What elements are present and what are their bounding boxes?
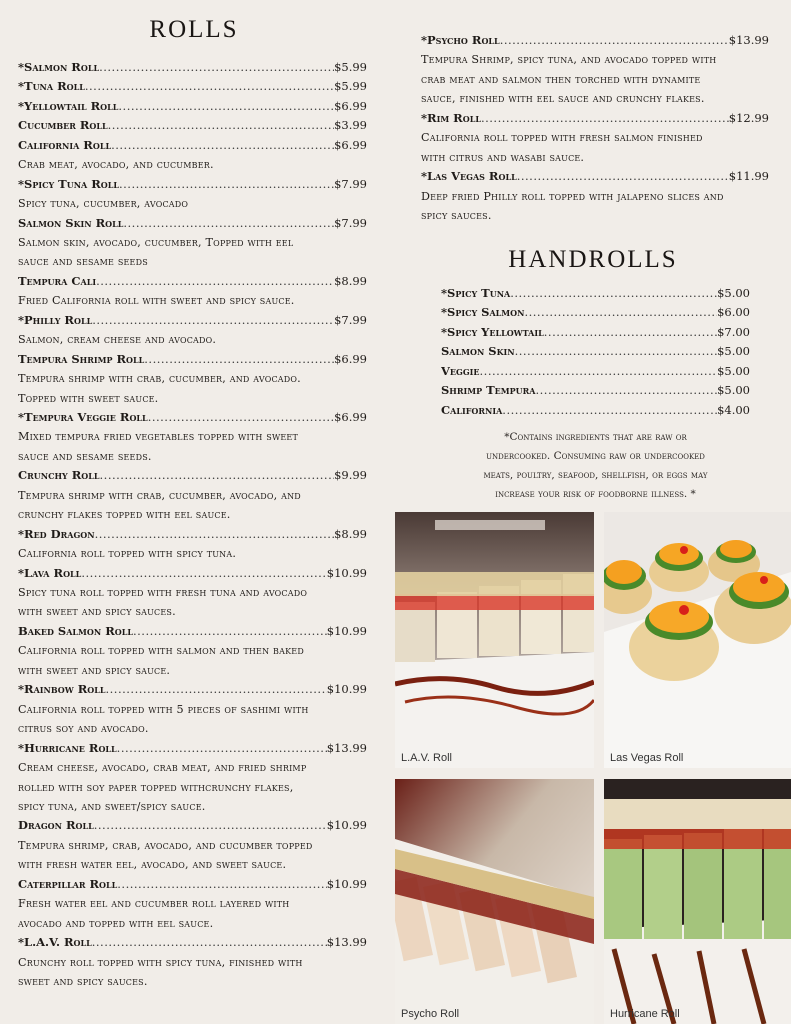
menu-item-yellowtail-roll [18,97,367,116]
menu-item-description: Fresh water eel and cucumber roll layered with [18,897,290,911]
menu-item-price: $5.00 [717,344,750,359]
menu-item-las-vegas-roll [421,167,769,186]
menu-item-name: *Tempura Veggie Roll [18,410,148,424]
hurricane-roll-image [604,779,791,1024]
menu-item-price: $7.00 [717,324,750,339]
disclaimer-line: meats, poultry, seafood, shellfish, or eggs may [483,469,708,481]
menu-item-name: *Psycho Roll [421,33,500,47]
menu-item-rainbow-roll [18,680,367,699]
dot-leader [105,680,326,699]
menu-item-baked-salmon-roll [18,622,367,641]
menu-item-price: $7.99 [334,312,367,327]
menu-item-description: Topped with sweet sauce. [18,391,159,405]
menu-item-description: crab meat and salmon then torched with dynamite [421,72,701,86]
dot-leader [94,816,327,835]
dot-leader [117,739,327,758]
menu-item-price: $13.99 [728,33,769,47]
menu-item-name: Crunchy Roll [18,468,100,483]
menu-item-description: Tempura Shrimp, spicy tuna, and avocado topped with [421,53,717,67]
menu-item-description: with sweet and spicy sauce. [18,663,171,677]
menu-item-price: $13.99 [326,740,367,755]
dot-leader [544,323,717,342]
menu-item-description: California roll topped with fresh salmon finished [421,131,703,145]
menu-item-description: Tempura shrimp with crab, cucumber, and avocado. [18,372,301,386]
dot-leader [95,525,335,544]
menu-item-description: avocado and topped with eel sauce. [18,916,214,930]
menu-item-spicy-yellowtail [441,323,750,342]
menu-item-name: *Philly Roll [18,312,93,327]
menu-item-price: $10.99 [326,565,367,580]
rolls-list [18,58,367,991]
menu-item-price: $13.99 [326,935,367,950]
dot-leader [481,109,729,128]
menu-item-description: rolled with soy paper topped withcrunchy flakes, [18,780,294,794]
menu-item-price: $3.99 [334,118,367,133]
menu-item-description: sauce and sesame seeds [18,255,148,269]
menu-item-description: crunchy flakes topped with eel sauce. [18,508,231,522]
menu-item-name: Salmon Skin [441,344,515,359]
dot-leader [500,31,729,50]
menu-item-description: Mixed tempura fried vegetables topped with sweet [18,430,299,444]
menu-item-price: $5.00 [717,383,750,398]
menu-item-name: *L.A.V. Roll [18,935,92,950]
dot-leader [99,58,334,77]
menu-item-psycho-roll [421,31,769,50]
menu-item-price: $10.99 [326,623,367,638]
menu-item-philly-roll [18,311,367,330]
dot-leader [144,350,334,369]
menu-item-name: Salmon Skin Roll [18,215,124,230]
disclaimer-line: *Contains ingredients that are raw or [504,431,687,443]
dot-leader [117,875,326,894]
menu-item-description: Spicy tuna roll topped with fresh tuna and avocado [18,586,308,600]
menu-item-description: Tempura shrimp with crab, cucumber, avocado, and [18,488,301,502]
menu-item-california [441,401,750,420]
dot-leader [515,342,717,361]
menu-item-description: California roll topped with spicy tuna. [18,547,237,561]
menu-item-price: $6.99 [334,98,367,113]
menu-item-spicy-salmon [441,303,750,322]
menu-item-price: $5.00 [717,286,750,300]
menu-item-name: *Spicy Yellowtail [441,324,544,339]
menu-item-tempura-veggie-roll [18,408,367,427]
menu-item-description: California roll topped with 5 pieces of sashimi with [18,702,309,716]
menu-item-lava-roll [18,564,367,583]
dot-leader [133,622,327,641]
psycho-roll-image [395,779,594,1024]
menu-item-name: Veggie [441,363,480,378]
lav-roll-caption: L.A.V. Roll [401,752,452,764]
dot-leader [85,77,334,96]
menu-item-california-roll [18,136,367,155]
menu-item-veggie [441,362,750,381]
menu-item-description: sweet and spicy sauces. [18,974,148,988]
dot-leader [148,408,334,427]
menu-item-price: $5.99 [334,79,367,94]
menu-item-name: *Spicy Tuna Roll [18,176,119,191]
menu-item-name: Caterpillar Roll [18,876,118,891]
hurricane-roll-photo [604,779,791,1024]
menu-item-description: Salmon skin, avocado, cucumber, Topped with eel [18,235,294,249]
dot-leader [96,272,334,291]
menu-item-name: Tempura Cali [18,273,97,288]
menu-item-name: *Tuna Roll [18,79,85,94]
dot-leader [524,303,717,322]
menu-item-description: California roll topped with salmon and then baked [18,644,304,658]
menu-item-price: $10.99 [326,876,367,891]
menu-item-description: Spicy tuna, cucumber, avocado [18,197,189,211]
menu-item-tuna-roll [18,77,367,96]
dot-leader [119,175,334,194]
menu-item-shrimp-tempura [441,381,750,400]
menu-item-price: $6.99 [334,351,367,366]
menu-item-price: $8.99 [334,273,367,288]
dot-leader [123,214,334,233]
menu-item-price: $10.99 [326,818,367,833]
menu-item-name: *Yellowtail Roll [18,98,119,113]
menu-item-rim-roll [421,109,769,128]
menu-item-tempura-cali [18,272,367,291]
menu-item-price: $8.99 [334,526,367,541]
menu-item-description: Fried California roll with sweet and spicy sauce. [18,294,295,308]
menu-item-name: *Spicy Salmon [441,305,525,320]
las-vegas-roll-image [604,512,791,768]
menu-item-price: $12.99 [728,110,769,125]
dot-leader [92,933,327,952]
menu-item-name: Tempura Shrimp Roll [18,351,145,366]
psycho-roll-photo [395,779,594,1024]
menu-item-price: $7.99 [334,176,367,191]
dot-leader [81,564,326,583]
disclaimer-line: increase your risk of foodborne illness. * [495,488,696,500]
menu-item-price: $10.99 [326,682,367,697]
menu-item-tempura-shrimp-roll [18,350,367,369]
menu-item-name: *Rainbow Roll [18,682,106,697]
menu-item-cucumber-roll [18,116,367,135]
dot-leader [108,116,334,135]
menu-item-name: *Las Vegas Roll [421,169,517,184]
dot-leader [510,284,717,303]
dot-leader [517,167,729,186]
menu-item-name: *Rim Roll [421,110,481,125]
raw-food-disclaimer [441,428,750,504]
menu-item-description: spicy sauces. [421,209,492,223]
dot-leader [100,466,335,485]
menu-item-name: California Roll [18,137,112,152]
menu-item-caterpillar-roll [18,875,367,894]
hurricane-roll-caption: Hurricane Roll [610,1008,680,1020]
menu-item-price: $11.99 [728,169,769,184]
menu-item-description: Crunchy roll topped with spicy tuna, finished with [18,955,303,969]
menu-item-name: Dragon Roll [18,818,94,833]
menu-item-name: Baked Salmon Roll [18,623,133,638]
menu-item-name: *Hurricane Roll [18,740,117,755]
las-vegas-roll-photo [604,512,791,768]
menu-item-salmon-skin [441,342,750,361]
menu-item-name: *Red Dragon [18,526,95,541]
menu-item-description: sauce, finished with eel sauce and crunchy flakes. [421,92,705,106]
menu-item-description: Cream cheese, avocado, crab meat, and fried shrimp [18,761,307,775]
lav-roll-image [395,512,594,768]
menu-item-spicy-tuna-roll [18,175,367,194]
dot-leader [118,97,334,116]
menu-item-name: *Lava Roll [18,565,82,580]
menu-item-description: spicy tuna, and sweet/spicy sauce. [18,799,206,813]
las-vegas-roll-caption: Las Vegas Roll [610,752,684,764]
dot-leader [480,362,718,381]
menu-item-description: with sweet and spicy sauces. [18,605,176,619]
lav-roll-photo [395,512,594,768]
menu-item-salmon-roll [18,58,367,77]
menu-item-name: *Salmon Roll [18,60,100,74]
psycho-roll-caption: Psycho Roll [401,1008,460,1020]
menu-item-description: sauce and sesame seeds. [18,449,152,463]
dot-leader [502,401,717,420]
menu-item-crunchy-roll [18,466,367,485]
menu-item-name: Cucumber Roll [18,118,108,133]
menu-item-description: Deep fried Philly roll topped with jalapeno slices and [421,189,724,203]
menu-item-name: Shrimp Tempura [441,383,536,398]
menu-item-price: $5.99 [334,60,367,74]
menu-item-description: with citrus and wasabi sauce. [421,150,585,164]
menu-item-red-dragon [18,525,367,544]
disclaimer-line: undercooked. Consuming raw or undercooked [486,450,705,462]
menu-item-description: with fresh water eel, avocado, and sweet sauce. [18,858,287,872]
menu-item-price: $7.99 [334,215,367,230]
menu-item-salmon-skin-roll [18,214,367,233]
dot-leader [111,136,334,155]
rolls-list-continued [421,31,769,225]
menu-item-spicy-tuna [441,284,750,303]
menu-item-price: $6.00 [717,305,750,320]
menu-item-price: $4.00 [717,402,750,417]
handrolls-list [441,284,750,420]
rolls-heading: ROLLS [149,16,239,43]
menu-item-price: $6.99 [334,410,367,424]
menu-item-description: Tempura shrimp, crab, avocado, and cucumber topped [18,838,313,852]
menu-item-description: citrus soy and avocado. [18,722,149,736]
menu-item-dragon-roll [18,816,367,835]
menu-item-price: $5.00 [717,363,750,378]
menu-item-description: Salmon, cream cheese and avocado. [18,333,217,347]
menu-item-price: $9.99 [334,468,367,483]
menu-item-name: California [441,402,503,417]
dot-leader [92,311,334,330]
menu-item-price: $6.99 [334,137,367,152]
menu-item-description: Crab meat, avocado, and cucumber. [18,158,214,172]
menu-item-l-a-v-roll [18,933,367,952]
menu-item-name: *Spicy Tuna [441,286,511,300]
handrolls-heading: HANDROLLS [508,246,678,273]
dot-leader [536,381,718,400]
menu-item-hurricane-roll [18,739,367,758]
